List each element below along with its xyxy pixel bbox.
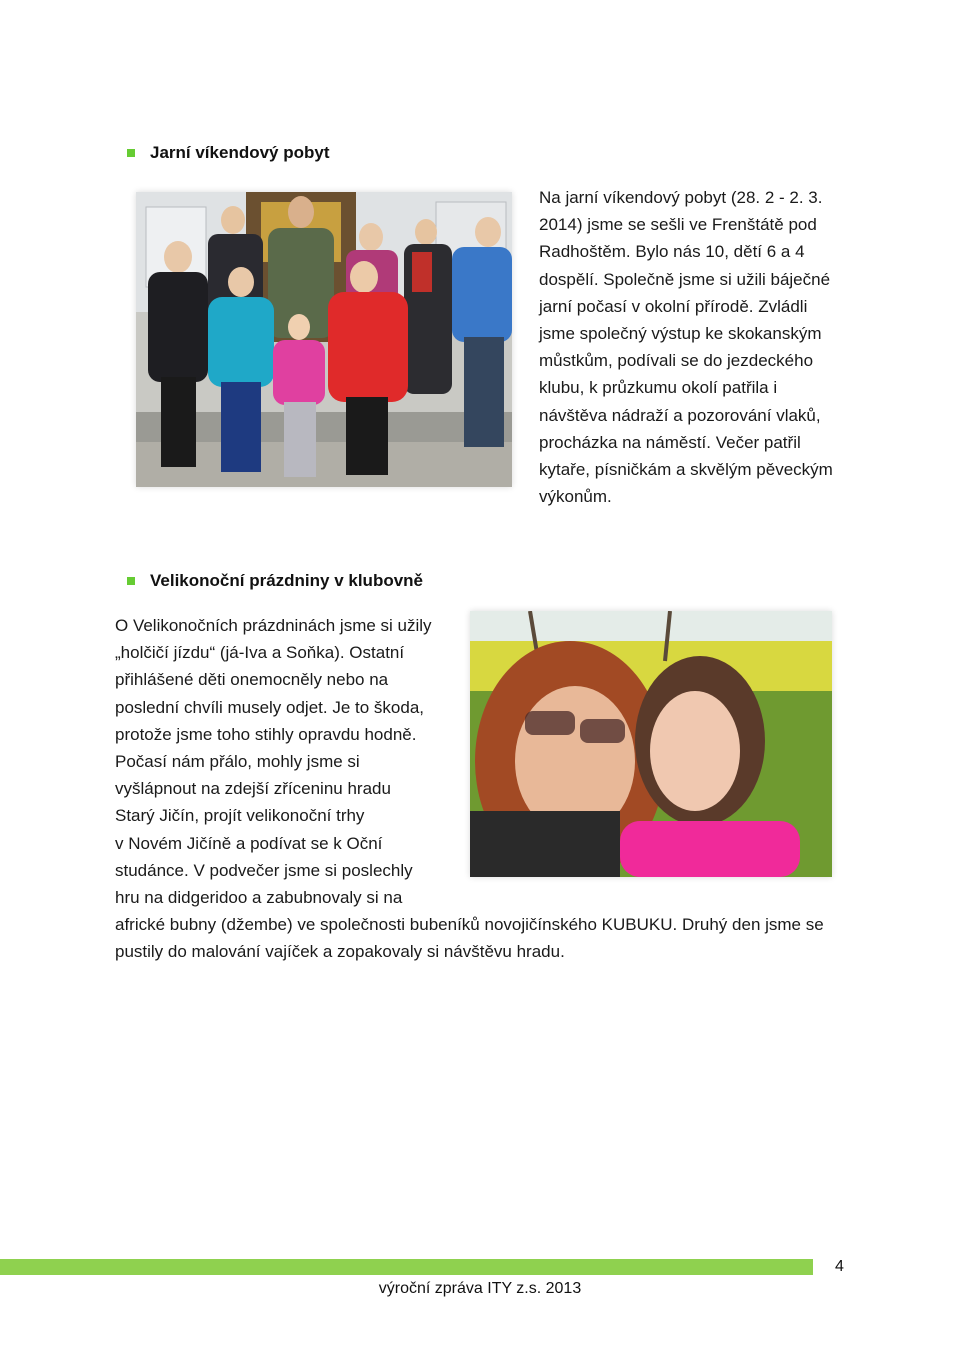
section-heading-spring [127,143,330,163]
text-line: Počasí nám přálo, mohly jsme si [115,752,360,772]
text-line: výkonům. [539,487,612,507]
footer-accent-bar [0,1259,813,1275]
text-line: jsme společný výstup ke skokanským [539,324,822,344]
footer-text: výroční zpráva ITY z.s. 2013 [378,1280,582,1297]
text-line: klubu, k průzkumu okolí patřila i [539,378,778,398]
text-line: v Novém Jičíně a podívat se k Oční [115,833,383,853]
section-heading-easter [127,571,423,591]
text-line: Na jarní víkendový pobyt (28. 2 - 2. 3. [539,188,823,207]
section-title: Jarní víkendový pobyt [150,143,330,162]
group-photo [136,192,512,487]
section-title: Velikonoční prázdniny v klubovně [150,571,424,590]
text-line: pustily do malování vajíček a zopakovaly si návštěvu hradu. [115,942,565,962]
text-line: vyšlápnout na zdejší zříceninu hradu [115,779,391,799]
square-bullet-icon [127,577,135,585]
text-line: jarní počasí v okolní přírodě. Zvládli [539,296,808,316]
text-line: hru na didgeridoo a zabubnovaly si na [115,888,403,908]
text-line: poslední chvíli musely odjet. Je to škoda, [115,697,424,717]
text-line: kytaře, písničkám a skvělým pěveckým [539,460,833,480]
paragraph-easter-continued [115,911,855,965]
paragraph-spring [539,184,845,510]
selfie-photo [470,611,832,877]
page-number: 4 [835,1258,844,1275]
text-line: „holčičí jízdu“ (já-Iva a Soňka). Ostatní [115,643,405,663]
text-line: studánce. V podvečer jsme si poslechly [115,860,413,880]
text-line: africké bubny (džembe) ve společnosti bubeníků novojičínského KUBUKU. Druhý den jsme se [115,915,824,934]
paragraph-easter [115,612,443,911]
text-line: můstkům, podívali se do jezdeckého [539,351,814,371]
text-line: Radhoštěm. Bylo nás 10, dětí 6 a 4 [539,242,805,262]
square-bullet-icon [127,149,135,157]
text-line: návštěva nádraží a pozorování vlaků, [539,405,821,425]
text-line: protože jsme toho stihly opravdu hodně. [115,724,417,744]
text-line: dospělí. Společně jsme si užili báječné [539,269,831,289]
text-line: procházka na náměstí. Večer patřil [539,432,801,452]
text-line: přihlášené děti onemocněly nebo na [115,670,389,690]
text-line: O Velikonočních prázdninách jsme si užily [115,616,432,635]
text-line: Starý Jičín, projít velikonoční trhy [115,806,365,826]
text-line: 2014) jsme se sešli ve Frenštátě pod [539,215,817,235]
